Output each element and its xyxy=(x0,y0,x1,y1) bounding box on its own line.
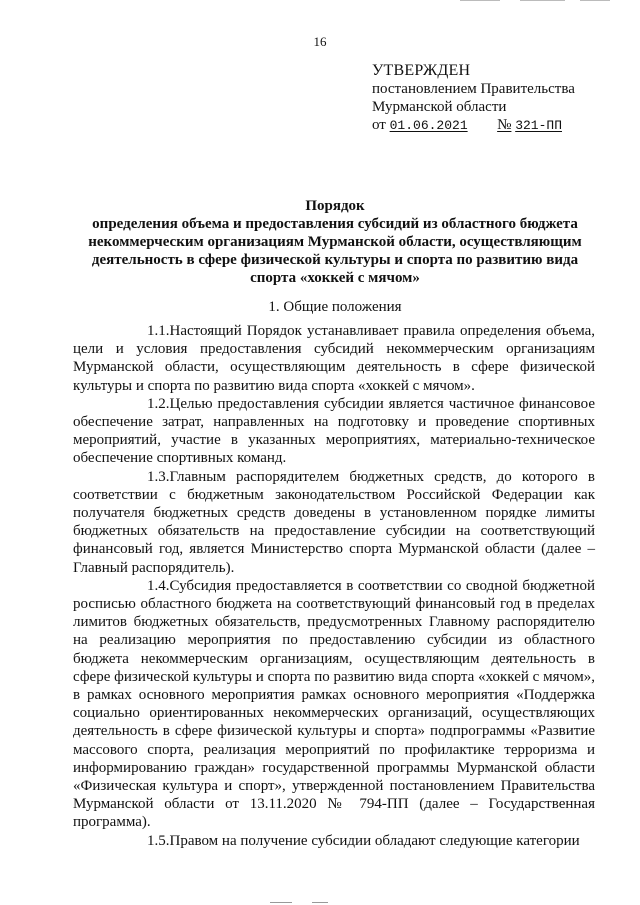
approval-number: 321-ПП xyxy=(515,118,562,133)
approval-prefix: от xyxy=(372,117,386,133)
paragraph xyxy=(73,577,595,832)
heading-line-3: некоммерческим организациям Мурманской области, осуществляющим xyxy=(88,234,582,250)
paragraph-number: 1.3. xyxy=(147,468,170,485)
paragraph xyxy=(73,832,595,850)
paragraph xyxy=(73,322,595,395)
approval-line-1: постановлением Правительства xyxy=(372,81,575,97)
document-body xyxy=(73,320,595,850)
paragraph-number: 1.2. xyxy=(147,395,170,412)
paragraph xyxy=(73,468,595,577)
approval-date: 01.06.2021 xyxy=(389,118,468,133)
heading-line-1: Порядок xyxy=(305,198,365,214)
section-title: 1. Общие положения xyxy=(268,299,402,315)
paragraph-number: 1.1. xyxy=(147,323,170,339)
paragraph xyxy=(73,395,595,468)
paragraph-text: Субсидия предоставляется в соответствии со сводной бюджетной росписью областного бюджета на соответствующий финансовый год в пределах лимитов бюджетных обязательств, предусмотренных Главному распорядителю на реализацию мероприятия по предоставлению субсидии из областного бюджета некоммерческим организациям, осуществляющим деятельность в сфере физической культуры и спорта по развитию вида спорта «хоккей с мячом», в рамках основного мероприятия рамках основного мероприятия «Поддержка социально ориентированных некоммерческих организаций, осуществляющих деятельность в сфере физической культуры и спорта» подпрограммы «Развитие массового спорта, реализация мероприятий по профилактике терроризма и информированию граждан» государственной программы Мурманской области «Физическая культура и спорт», утвержденной постановлением Правительства Мурманской области от 13.11.2020 № 794-ПП (далее – Государственная программа). xyxy=(73,577,595,831)
approval-stamp xyxy=(372,62,612,135)
page-number: 16 xyxy=(313,34,327,49)
paragraph-text: Главным распорядителем бюджетных средств, до которого в соответствии с бюджетным законодательством Российской Федерации как получателя бюджетных средств доведены в установленном порядке лимиты бюджетных обязательств на предоставление субсидии на соответствующий финансовый год, является Министерство спорта Мурманской области (далее – Главный распорядитель). xyxy=(73,468,595,576)
heading-line-4: деятельность в сфере физической культуры и спорта по развитию вида xyxy=(91,252,579,268)
paragraph-text: Целью предоставления субсидии является частичное финансовое обеспечение затрат, направленных на подготовку и проведение спортивных мероприятий, участие в указанных мероприятиях, материально-техническое обеспечение спортивных команд. xyxy=(73,395,595,467)
paragraph-number: 1.4. xyxy=(147,577,170,594)
heading-line-5: спорта «хоккей с мячом» xyxy=(250,270,420,286)
scan-artifact-top xyxy=(460,0,640,2)
approval-line-2: Мурманской области xyxy=(372,99,507,115)
approval-number-sign: № xyxy=(497,117,512,133)
document-heading xyxy=(70,197,600,287)
approval-date-line xyxy=(372,116,612,135)
paragraph-text: Настоящий Порядок устанавливает правила определения объема, цели и условия предоставления субсидий некоммерческим организациям Мурманской области, осуществляющим деятельность в сфере физической культуры и спорта по развитию вида спорта «хоккей с мячом». xyxy=(73,323,595,394)
heading-line-2: определения объема и предоставления субсидий из областного бюджета xyxy=(92,216,578,232)
paragraph-number: 1.5. xyxy=(147,832,170,849)
approval-title: УТВЕРЖДЕН xyxy=(372,62,471,79)
paragraph-text: Правом на получение субсидии обладают следующие категории xyxy=(169,832,580,849)
